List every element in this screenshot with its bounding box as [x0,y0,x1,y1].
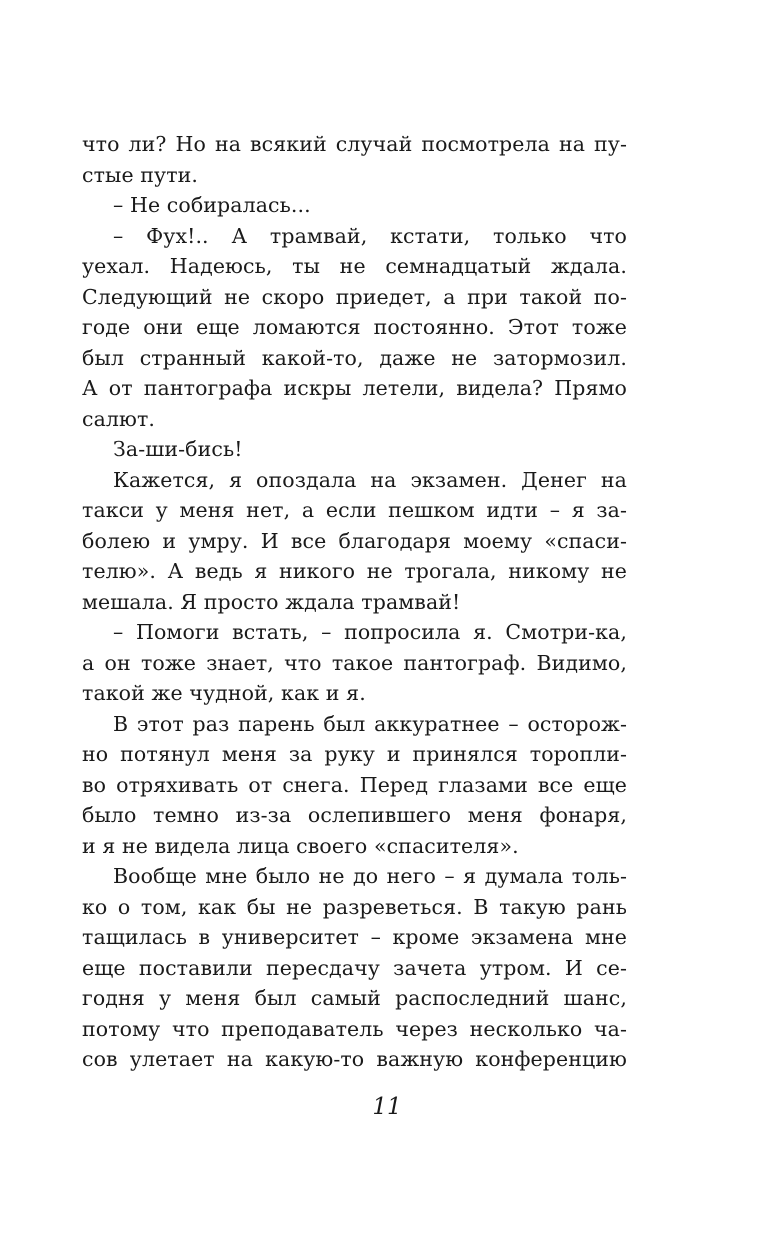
text-line: во отряхивать от снега. Перед глазами все еще [82,772,627,797]
text-line: уехал. Надеюсь, ты не семнадцатый ждала. [82,254,627,278]
text-line: годе они еще ломаются постоянно. Этот тоже [82,315,627,339]
text-line: стые пути. [82,162,199,187]
text-line: – Помоги встать, – попросила я. Смотри-ка, [113,620,627,644]
text-line: салют. [82,406,156,431]
text-line: болею и умру. И все благодаря моему «спаси- [82,528,627,553]
text-line: мешала. Я просто ждала трамвай! [82,589,461,614]
text-line: – Не собиралась... [113,193,311,217]
text-line: а он тоже знает, что такое пантограф. Видимо, [82,650,627,675]
text-line: и я не видела лица своего «спасителя». [82,833,519,858]
text-line: За-ши-бись! [113,437,243,461]
text-line: потому что преподаватель через несколько ча- [82,1016,627,1041]
text-line: годня у меня был самый распоследний шанс, [82,986,627,1010]
text-line: такси у меня нет, а если пешком идти – я за- [82,498,627,522]
text-line: сов улетает на какую-то важную конференцию [82,1047,627,1071]
text-line: А от пантографа искры летели, видела? Прямо [82,376,627,400]
text-line: Вообще мне было не до него – я думала толь- [113,864,627,888]
text-line: но потянул меня за руку и принялся торопли- [82,742,627,766]
text-line: что ли? Но на всякий случай посмотрела на пу- [82,132,627,156]
text-line: такой же чудной, как и я. [82,681,366,705]
page-number: 11 [372,1094,402,1120]
text-line: – Фух!.. А трамвай, кстати, только что [113,223,627,248]
text-line: Кажется, я опоздала на экзамен. Денег на [113,467,627,492]
text-line: тащилась в университет – кроме экзамена мне [82,925,627,949]
text-line: еще поставили пересдачу зачета утром. И се- [82,955,627,980]
text-line: телю». А ведь я никого не трогала, никому не [82,559,627,583]
text-line: ко о том, как бы не разреветься. В такую рань [82,894,627,919]
page-text [82,129,627,1075]
text-line: был странный какой-то, даже не затормозил. [82,345,627,370]
text-line: В этот раз парень был аккуратнее – осторож- [113,711,627,736]
text-line: было темно из-за ослепившего меня фонаря, [82,803,627,827]
text-line: Следующий не скоро приедет, а при такой по- [82,284,627,309]
